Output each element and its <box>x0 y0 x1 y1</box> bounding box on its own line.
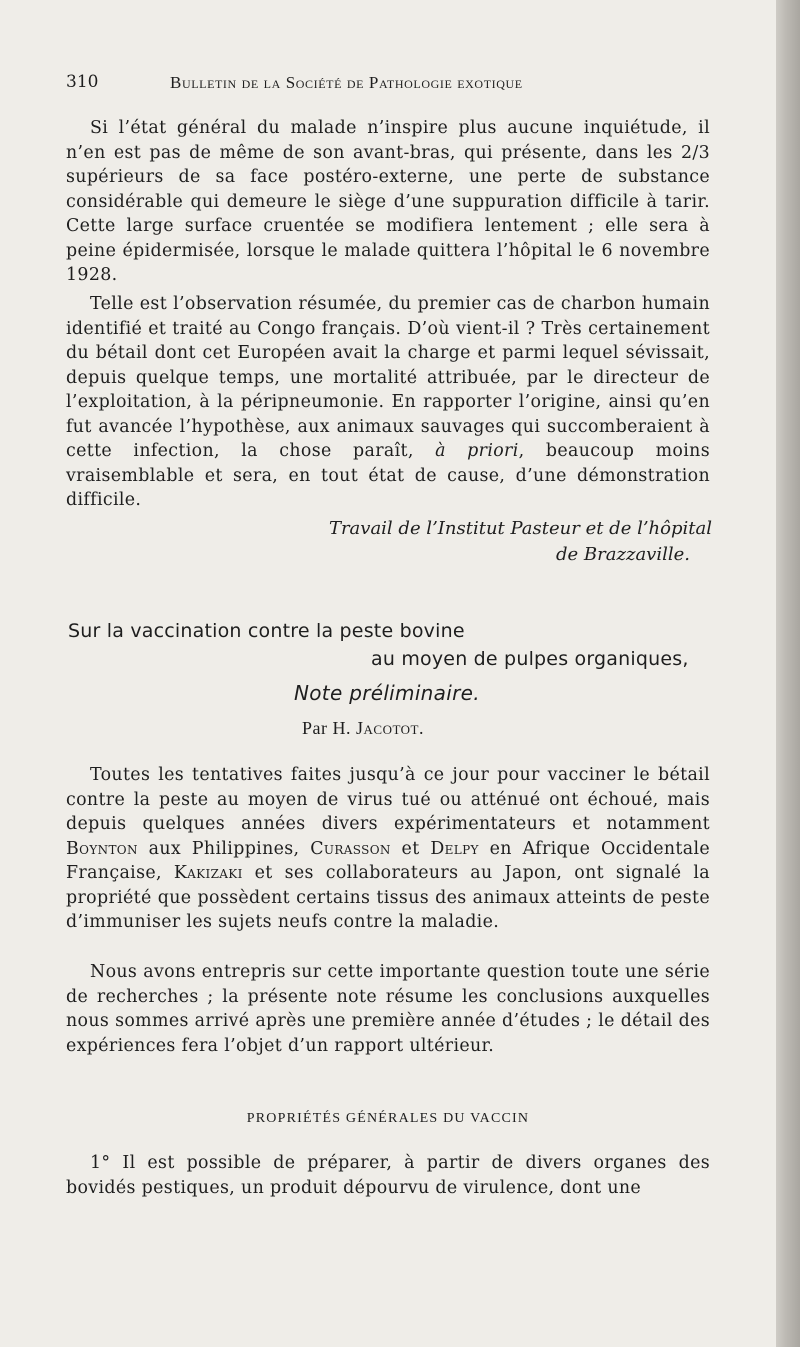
paragraph-property-1: 1° Il est possible de préparer, à partir de divers organes des bovidés pestiques, un produit dépourvu de virulence, dont une <box>66 1153 710 1198</box>
paragraph-origin-text: Telle est l’observation résumée, du premier cas de charbon humain identifié et traité au Congo français. D’où vient-il ? Très certainement du bétail dont cet Européen avait la charge et parmi lequel sévissait, depuis quelque temps, une mortalité attribuée, par le directeur de l’exploitation, à la péripneumonie. En rapporter l’origine, ainsi qu’en fut avancée l’hypothèse, aux animaux sauvages qui succomberaient à cette infection, la chose paraît, <box>66 294 710 461</box>
author-ref-kakizaki: Kakizaki <box>173 863 243 883</box>
paragraph-prior-work <box>66 763 710 935</box>
author-line <box>302 718 424 739</box>
running-header <box>66 72 716 96</box>
section-heading: PROPRIÉTÉS GÉNÉRALES DU VACCIN <box>246 1111 530 1126</box>
author-ref-curasson: Curasson <box>310 838 391 859</box>
affiliation-line-2: de Brazzaville. <box>556 544 690 565</box>
page-number: 310 <box>66 72 99 92</box>
affiliation-line-1: Travail de l’Institut Pasteur et de l’hôpital <box>328 518 712 539</box>
prior-work-text-5: et ses collaborateurs au Japon, ont signalé la propriété que possèdent certains tissus des animaux atteints de peste d’immuniser les sujets neufs contre la maladie. <box>66 863 710 932</box>
author-ref-boynton: Boynton <box>66 838 138 859</box>
paragraph-research: Nous avons entrepris sur cette importante question toute une série de recherches ; la présente note résume les conclusions auxquelles nous sommes arrivé après une première année d’études ; le détail des expériences fera l’objet d’un rapport ultérieur. <box>66 962 710 1056</box>
paragraph-origin <box>66 292 710 513</box>
author-name: Jacotot. <box>356 718 424 738</box>
prior-work-text-1: Toutes les tentatives faites jusqu’à ce jour pour vacciner le bétail contre la peste au moyen de virus tué ou atténué ont échoué, mais depuis quelques années divers expérimentateurs et notamment <box>66 765 710 834</box>
author-ref-delpy: Delpy <box>430 838 479 859</box>
article-subtitle: Note préliminaire. <box>294 681 480 705</box>
article-title-line-2: au moyen de pulpes organiques, <box>371 648 689 670</box>
author-prefix: Par H. <box>302 718 351 738</box>
article-title-line-1: Sur la vaccination contre la peste bovine <box>68 620 465 642</box>
journal-title: Bulletin de la Société de Pathologie exotique <box>170 73 523 92</box>
prior-work-text-2: aux Philippines, <box>137 838 311 859</box>
prior-work-text-3: et <box>390 838 431 859</box>
prior-work-text-4: en Afrique Occidentale Française, <box>66 838 710 883</box>
paragraph-origin-end: , beaucoup moins vraisemblable et sera, en tout état de cause, d’une démonstration difficile. <box>66 441 710 510</box>
latin-phrase: à priori <box>435 441 519 461</box>
paragraph-suppuration: Si l’état général du malade n’inspire plus aucune inquiétude, il n’en est pas de même de son avant-bras, qui présente, dans les 2/3 supérieurs de sa face postéro-externe, une perte de substance considérable qui demeure le siège d’une suppuration difficile à tarir. Cette large surface cruentée se modifiera lentement ; elle sera à peine épidermisée, lorsque le malade quittera l’hôpital le 6 novembre 1928. <box>66 118 710 285</box>
page-edge-shadow <box>776 0 800 1347</box>
